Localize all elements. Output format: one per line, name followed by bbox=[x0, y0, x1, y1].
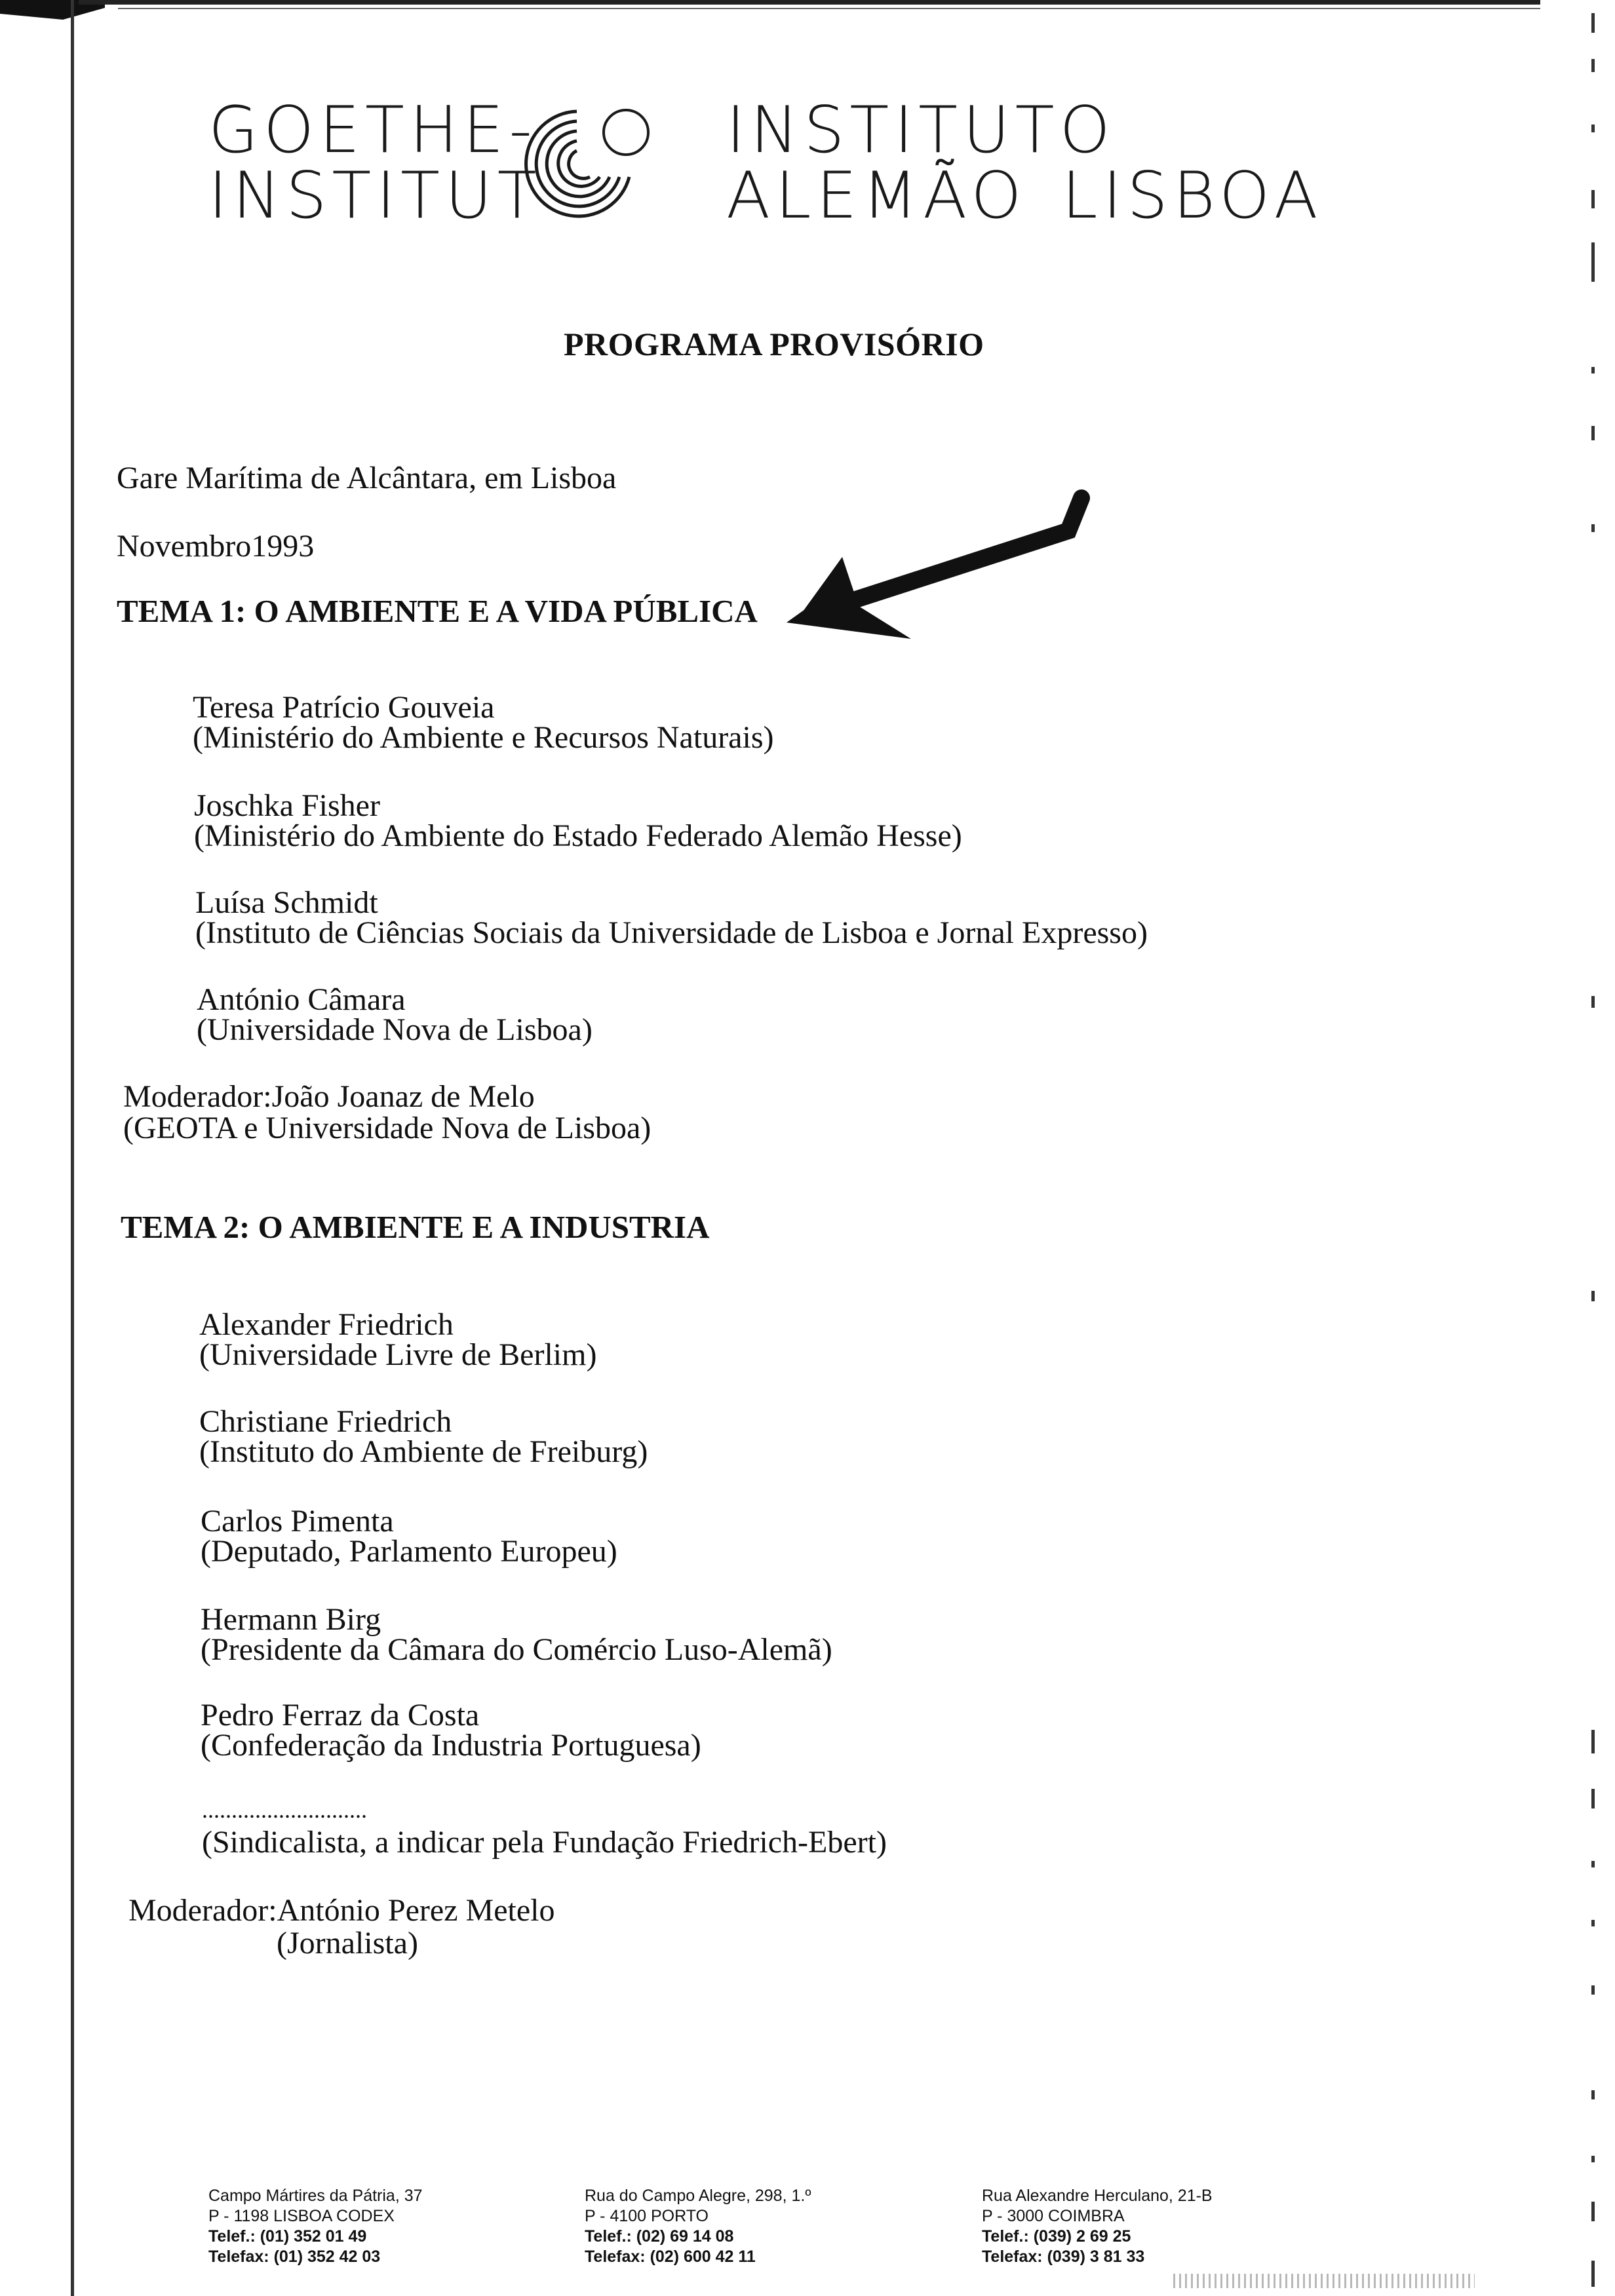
footer-address-coimbra bbox=[982, 2186, 1213, 2267]
tema2-speaker-name: Alexander Friedrich bbox=[199, 1307, 454, 1342]
scan-left-edge bbox=[71, 0, 74, 2296]
letterhead-alemao: ALEMÃO bbox=[726, 159, 1027, 233]
footer-street: Rua do Campo Alegre, 298, 1.º bbox=[585, 2187, 811, 2205]
tema2-speaker-affiliation: (Instituto do Ambiente de Freiburg) bbox=[199, 1434, 648, 1469]
tema2-moderator: Moderador:António Perez Metelo bbox=[128, 1893, 555, 1928]
tema1-speaker-name: Luísa Schmidt bbox=[195, 885, 378, 920]
tema2-speaker-affiliation: (Presidente da Câmara do Comércio Luso-Alemã) bbox=[201, 1632, 832, 1667]
footer-postal: P - 4100 PORTO bbox=[585, 2207, 709, 2225]
scan-right-edge-marks bbox=[1591, 0, 1601, 2296]
tema2-moderator-affiliation: (Jornalista) bbox=[277, 1926, 418, 1961]
tema2-speaker-name: Carlos Pimenta bbox=[201, 1504, 394, 1539]
tema1-speaker-affiliation: (Instituto de Ciências Sociais da Universidade de Lisboa e Jornal Expresso) bbox=[195, 915, 1148, 950]
footer-phone: Telef.: (01) 352 01 49 bbox=[208, 2227, 367, 2246]
tema2-speaker-name: Hermann Birg bbox=[201, 1602, 381, 1637]
footer-phone: Telef.: (039) 2 69 25 bbox=[982, 2227, 1131, 2246]
tema1-moderator: Moderador:João Joanaz de Melo bbox=[123, 1079, 535, 1114]
footer-street: Campo Mártires da Pátria, 37 bbox=[208, 2187, 423, 2205]
scan-noise bbox=[1173, 2274, 1475, 2288]
footer-street: Rua Alexandre Herculano, 21-B bbox=[982, 2187, 1213, 2205]
tema1-speaker-affiliation: (Ministério do Ambiente do Estado Federado Alemão Hesse) bbox=[194, 818, 962, 853]
tema2-speaker-affiliation: (Sindicalista, a indicar pela Fundação Friedrich-Ebert) bbox=[202, 1825, 887, 1860]
goethe-institut-logo-icon bbox=[505, 92, 655, 236]
tema2-speaker-affiliation: (Universidade Livre de Berlim) bbox=[199, 1337, 597, 1372]
footer-fax: Telefax: (039) 3 81 33 bbox=[982, 2248, 1145, 2266]
tema1-speaker-name: Joschka Fisher bbox=[194, 788, 380, 823]
letterhead-instituto: INSTITUTO bbox=[726, 93, 1116, 168]
date-line: Novembro1993 bbox=[117, 529, 315, 564]
footer-address-lisboa bbox=[208, 2186, 423, 2267]
tema2-speaker-affiliation: (Confederação da Industria Portuguesa) bbox=[201, 1728, 701, 1763]
tema2-speaker-name: Pedro Ferraz da Costa bbox=[201, 1698, 480, 1732]
footer-postal: P - 3000 COIMBRA bbox=[982, 2207, 1125, 2225]
tema2-heading: TEMA 2: O AMBIENTE E A INDUSTRIA bbox=[121, 1209, 710, 1245]
handwritten-arrow-icon bbox=[760, 485, 1101, 655]
tema1-speaker-affiliation: (Universidade Nova de Lisboa) bbox=[197, 1012, 593, 1047]
tema1-speaker-name: Teresa Patrício Gouveia bbox=[193, 690, 495, 725]
venue-line: Gare Marítima de Alcântara, em Lisboa bbox=[117, 461, 617, 495]
scan-top-edge bbox=[79, 0, 1540, 5]
tema1-moderator-affiliation: (GEOTA e Universidade Nova de Lisboa) bbox=[123, 1111, 652, 1145]
footer-address-porto bbox=[585, 2186, 811, 2267]
tema2-speaker-affiliation: (Deputado, Parlamento Europeu) bbox=[201, 1534, 617, 1569]
letterhead-city: LISBOA bbox=[1062, 159, 1323, 233]
footer-fax: Telefax: (01) 352 42 03 bbox=[208, 2248, 381, 2266]
letterhead-institut: INSTITUT bbox=[208, 159, 542, 233]
tema2-speaker-placeholder: ............................ bbox=[202, 1797, 367, 1823]
footer-postal: P - 1198 LISBOA CODEX bbox=[208, 2207, 395, 2225]
footer-fax: Telefax: (02) 600 42 11 bbox=[585, 2248, 756, 2266]
tema2-speaker-name: Christiane Friedrich bbox=[199, 1404, 452, 1439]
tema1-speaker-affiliation: (Ministério do Ambiente e Recursos Naturais) bbox=[193, 720, 774, 755]
letterhead-goethe: GOETHE- bbox=[208, 93, 537, 168]
scan-top-edge-line bbox=[118, 8, 1540, 9]
footer-phone: Telef.: (02) 69 14 08 bbox=[585, 2227, 734, 2246]
tema1-heading: TEMA 1: O AMBIENTE E A VIDA PÚBLICA bbox=[117, 593, 758, 629]
tema1-speaker-name: António Câmara bbox=[197, 982, 406, 1017]
document-title: PROGRAMA PROVISÓRIO bbox=[564, 326, 984, 362]
